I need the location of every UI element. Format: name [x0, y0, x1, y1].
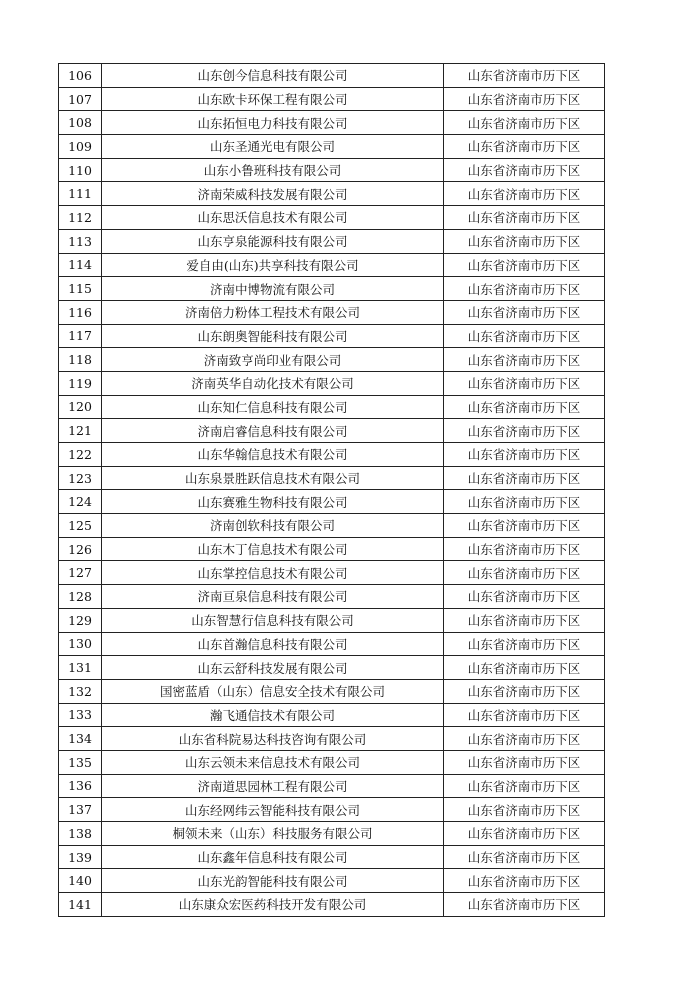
- row-number: 123: [59, 466, 102, 490]
- company-location: 山东省济南市历下区: [444, 111, 605, 135]
- company-name: 山东拓恒电力科技有限公司: [102, 111, 444, 135]
- company-list-table: [58, 63, 605, 917]
- row-number: 114: [59, 253, 102, 277]
- table-row: [59, 395, 605, 419]
- table-row: [59, 229, 605, 253]
- row-number: 125: [59, 514, 102, 538]
- company-name: 桐领未来（山东）科技服务有限公司: [102, 822, 444, 846]
- company-location: 山东省济南市历下区: [444, 135, 605, 159]
- row-number: 113: [59, 229, 102, 253]
- company-name: 山东泉景胜跃信息技术有限公司: [102, 466, 444, 490]
- table-row: [59, 537, 605, 561]
- company-name: 济南荣威科技发展有限公司: [102, 182, 444, 206]
- table-row: [59, 206, 605, 230]
- row-number: 140: [59, 869, 102, 893]
- row-number: 108: [59, 111, 102, 135]
- row-number: 141: [59, 893, 102, 917]
- company-location: 山东省济南市历下区: [444, 727, 605, 751]
- company-name: 山东赛雅生物科技有限公司: [102, 490, 444, 514]
- company-location: 山东省济南市历下区: [444, 608, 605, 632]
- company-location: 山东省济南市历下区: [444, 206, 605, 230]
- company-list-body: [59, 64, 605, 917]
- company-name: 山东华翰信息技术有限公司: [102, 443, 444, 467]
- company-name: 山东欧卡环保工程有限公司: [102, 87, 444, 111]
- row-number: 115: [59, 277, 102, 301]
- row-number: 109: [59, 135, 102, 159]
- table-row: [59, 466, 605, 490]
- row-number: 130: [59, 632, 102, 656]
- row-number: 131: [59, 656, 102, 680]
- company-name: 山东云领未来信息技术有限公司: [102, 750, 444, 774]
- table-row: [59, 324, 605, 348]
- company-name: 山东朗奥智能科技有限公司: [102, 324, 444, 348]
- table-row: [59, 514, 605, 538]
- table-row: [59, 111, 605, 135]
- company-name: 济南致亨尚印业有限公司: [102, 348, 444, 372]
- row-number: 129: [59, 608, 102, 632]
- row-number: 138: [59, 822, 102, 846]
- table-row: [59, 135, 605, 159]
- company-name: 济南倍力粉体工程技术有限公司: [102, 300, 444, 324]
- company-name: 山东思沃信息技术有限公司: [102, 206, 444, 230]
- row-number: 112: [59, 206, 102, 230]
- table-row: [59, 869, 605, 893]
- company-location: 山东省济南市历下区: [444, 845, 605, 869]
- company-location: 山东省济南市历下区: [444, 466, 605, 490]
- row-number: 132: [59, 679, 102, 703]
- company-name: 瀚飞通信技术有限公司: [102, 703, 444, 727]
- company-name: 济南英华自动化技术有限公司: [102, 371, 444, 395]
- row-number: 124: [59, 490, 102, 514]
- company-name: 山东光韵智能科技有限公司: [102, 869, 444, 893]
- company-location: 山东省济南市历下区: [444, 632, 605, 656]
- company-location: 山东省济南市历下区: [444, 750, 605, 774]
- table-row: [59, 893, 605, 917]
- row-number: 107: [59, 87, 102, 111]
- company-location: 山东省济南市历下区: [444, 893, 605, 917]
- company-location: 山东省济南市历下区: [444, 371, 605, 395]
- table-row: [59, 798, 605, 822]
- company-location: 山东省济南市历下区: [444, 182, 605, 206]
- row-number: 133: [59, 703, 102, 727]
- table-row: [59, 585, 605, 609]
- company-name: 山东智慧行信息科技有限公司: [102, 608, 444, 632]
- company-location: 山东省济南市历下区: [444, 395, 605, 419]
- row-number: 127: [59, 561, 102, 585]
- row-number: 118: [59, 348, 102, 372]
- company-location: 山东省济南市历下区: [444, 679, 605, 703]
- company-name: 济南中博物流有限公司: [102, 277, 444, 301]
- company-name: 山东亨泉能源科技有限公司: [102, 229, 444, 253]
- company-name: 济南创软科技有限公司: [102, 514, 444, 538]
- table-row: [59, 253, 605, 277]
- company-name: 山东康众宏医药科技开发有限公司: [102, 893, 444, 917]
- company-location: 山东省济南市历下区: [444, 490, 605, 514]
- row-number: 137: [59, 798, 102, 822]
- company-location: 山东省济南市历下区: [444, 703, 605, 727]
- company-name: 山东省科院易达科技咨询有限公司: [102, 727, 444, 751]
- company-name: 山东圣通光电有限公司: [102, 135, 444, 159]
- row-number: 116: [59, 300, 102, 324]
- table-row: [59, 679, 605, 703]
- company-location: 山东省济南市历下区: [444, 537, 605, 561]
- table-row: [59, 490, 605, 514]
- row-number: 139: [59, 845, 102, 869]
- company-name: 国密蓝盾（山东）信息安全技术有限公司: [102, 679, 444, 703]
- company-name: 山东掌控信息技术有限公司: [102, 561, 444, 585]
- table-row: [59, 371, 605, 395]
- company-name: 济南道思园林工程有限公司: [102, 774, 444, 798]
- company-location: 山东省济南市历下区: [444, 822, 605, 846]
- table-row: [59, 632, 605, 656]
- company-location: 山东省济南市历下区: [444, 87, 605, 111]
- company-name: 山东知仁信息科技有限公司: [102, 395, 444, 419]
- company-name: 爱自由(山东)共享科技有限公司: [102, 253, 444, 277]
- table-row: [59, 182, 605, 206]
- company-name: 山东创今信息科技有限公司: [102, 64, 444, 88]
- company-location: 山东省济南市历下区: [444, 348, 605, 372]
- company-name: 山东云舒科技发展有限公司: [102, 656, 444, 680]
- table-row: [59, 608, 605, 632]
- company-location: 山东省济南市历下区: [444, 869, 605, 893]
- company-location: 山东省济南市历下区: [444, 64, 605, 88]
- company-name: 山东鑫年信息科技有限公司: [102, 845, 444, 869]
- table-row: [59, 750, 605, 774]
- row-number: 120: [59, 395, 102, 419]
- company-location: 山东省济南市历下区: [444, 229, 605, 253]
- table-row: [59, 277, 605, 301]
- table-row: [59, 348, 605, 372]
- company-location: 山东省济南市历下区: [444, 443, 605, 467]
- company-location: 山东省济南市历下区: [444, 253, 605, 277]
- company-name: 山东木丁信息技术有限公司: [102, 537, 444, 561]
- row-number: 119: [59, 371, 102, 395]
- table-row: [59, 87, 605, 111]
- company-location: 山东省济南市历下区: [444, 585, 605, 609]
- table-row: [59, 845, 605, 869]
- row-number: 136: [59, 774, 102, 798]
- company-name: 山东小鲁班科技有限公司: [102, 158, 444, 182]
- row-number: 106: [59, 64, 102, 88]
- row-number: 110: [59, 158, 102, 182]
- table-row: [59, 561, 605, 585]
- row-number: 121: [59, 419, 102, 443]
- row-number: 128: [59, 585, 102, 609]
- table-row: [59, 822, 605, 846]
- company-name: 山东经网纬云智能科技有限公司: [102, 798, 444, 822]
- row-number: 122: [59, 443, 102, 467]
- company-location: 山东省济南市历下区: [444, 158, 605, 182]
- row-number: 126: [59, 537, 102, 561]
- table-row: [59, 774, 605, 798]
- row-number: 111: [59, 182, 102, 206]
- row-number: 117: [59, 324, 102, 348]
- table-row: [59, 158, 605, 182]
- company-location: 山东省济南市历下区: [444, 514, 605, 538]
- company-name: 山东首瀚信息科技有限公司: [102, 632, 444, 656]
- table-row: [59, 443, 605, 467]
- table-row: [59, 703, 605, 727]
- table-row: [59, 727, 605, 751]
- company-name: 济南启睿信息科技有限公司: [102, 419, 444, 443]
- company-location: 山东省济南市历下区: [444, 277, 605, 301]
- company-location: 山东省济南市历下区: [444, 419, 605, 443]
- row-number: 135: [59, 750, 102, 774]
- table-row: [59, 64, 605, 88]
- company-location: 山东省济南市历下区: [444, 324, 605, 348]
- company-location: 山东省济南市历下区: [444, 798, 605, 822]
- company-name: 济南亘泉信息科技有限公司: [102, 585, 444, 609]
- row-number: 134: [59, 727, 102, 751]
- company-location: 山东省济南市历下区: [444, 561, 605, 585]
- table-row: [59, 300, 605, 324]
- company-location: 山东省济南市历下区: [444, 774, 605, 798]
- company-location: 山东省济南市历下区: [444, 656, 605, 680]
- table-row: [59, 419, 605, 443]
- company-location: 山东省济南市历下区: [444, 300, 605, 324]
- table-row: [59, 656, 605, 680]
